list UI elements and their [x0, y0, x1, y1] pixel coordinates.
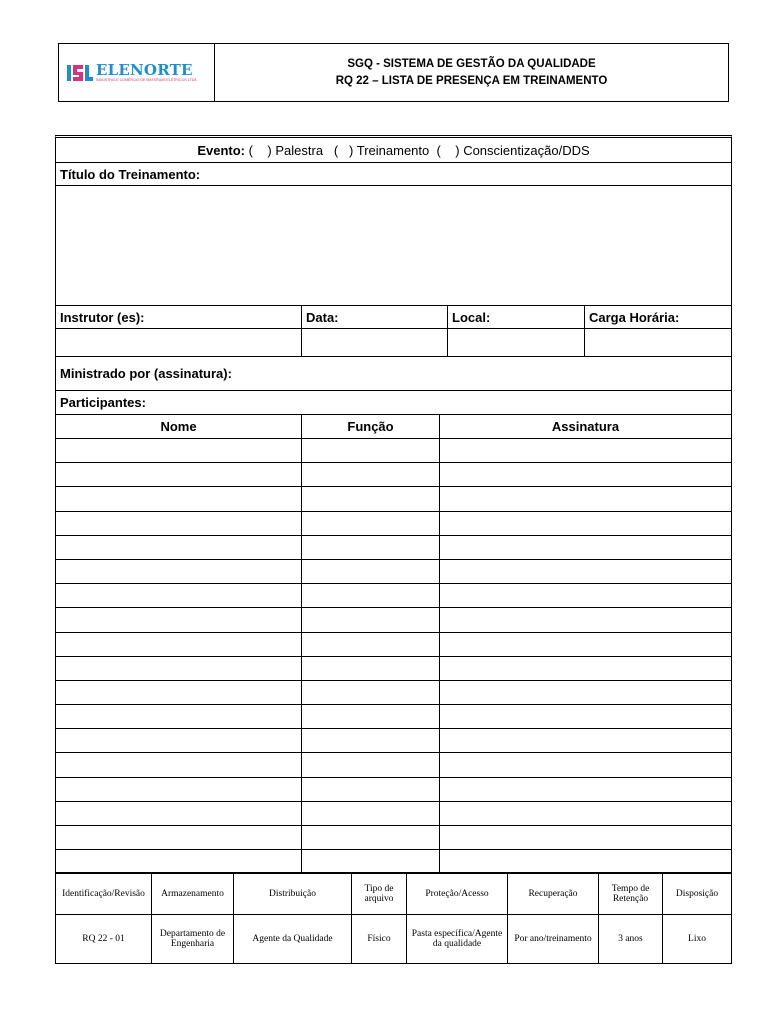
- participant-signature-field[interactable]: [440, 850, 731, 873]
- date-label: Data:: [302, 306, 448, 328]
- participant-row: [56, 778, 731, 802]
- val-disposal: Lixo: [688, 934, 706, 944]
- val-distribution: Agente da Qualidade: [234, 915, 352, 963]
- attendance-form: [55, 135, 732, 874]
- participant-signature-field[interactable]: [440, 681, 731, 704]
- participant-signature-field[interactable]: [440, 633, 731, 656]
- col-name: Nome: [56, 415, 302, 438]
- participant-function-field[interactable]: [302, 608, 440, 631]
- val-file-type: Físico: [352, 915, 407, 963]
- participant-row: [56, 584, 731, 608]
- participant-row: [56, 753, 731, 777]
- val-protection: Pasta específica/Agente da qualidade: [407, 915, 508, 963]
- hdr-storage: Armazenamento: [152, 873, 234, 914]
- participants-table-body: [56, 439, 731, 874]
- location-label: Local:: [448, 306, 585, 328]
- participant-function-field[interactable]: [302, 729, 440, 752]
- participant-function-field[interactable]: [302, 657, 440, 680]
- val-storage: Departamento de Engenharia: [152, 915, 234, 963]
- participant-function-field[interactable]: [302, 802, 440, 825]
- val-recovery: Por ano/treinamento: [508, 915, 599, 963]
- participant-function-field[interactable]: [302, 487, 440, 510]
- participant-function-field[interactable]: [302, 753, 440, 776]
- date-field[interactable]: [302, 329, 448, 356]
- participant-signature-field[interactable]: [440, 536, 731, 559]
- participant-function-field[interactable]: [302, 512, 440, 535]
- participant-row: [56, 536, 731, 560]
- participant-signature-field[interactable]: [440, 608, 731, 631]
- participant-name-field[interactable]: [56, 753, 302, 776]
- participant-name-field[interactable]: [56, 778, 302, 801]
- participant-row: [56, 463, 731, 487]
- instructor-value-row: [56, 329, 731, 357]
- participant-name-field[interactable]: [56, 681, 302, 704]
- instructor-label: Instrutor (es):: [56, 306, 302, 328]
- logo-name: ELENORTE: [96, 61, 193, 79]
- participant-function-field[interactable]: [302, 681, 440, 704]
- participant-signature-field[interactable]: [440, 778, 731, 801]
- participant-row: [56, 633, 731, 657]
- event-options[interactable]: ( ) Palestra ( ) Treinamento ( ) Conscientização/DDS: [248, 142, 590, 158]
- logo-subtitle: INDÚSTRIA E COMÉRCIO DE MATERIAIS ELÉTRICOS LTDA: [96, 78, 197, 82]
- val-identification: RQ 22 - 01: [56, 915, 152, 963]
- participant-function-field[interactable]: [302, 778, 440, 801]
- training-title-field[interactable]: [56, 186, 731, 306]
- elenorte-logo-icon: [67, 62, 93, 84]
- hdr-distribution: Distribuição: [234, 873, 352, 914]
- participant-name-field[interactable]: [56, 512, 302, 535]
- training-title-label: Título do Treinamento:: [56, 163, 731, 186]
- hdr-protection: Proteção/Acesso: [407, 873, 508, 914]
- participant-row: [56, 802, 731, 826]
- hours-field[interactable]: [585, 329, 731, 356]
- participant-name-field[interactable]: [56, 463, 302, 486]
- participant-name-field[interactable]: [56, 802, 302, 825]
- participant-row: [56, 657, 731, 681]
- participant-name-field[interactable]: [56, 826, 302, 849]
- title-line-1: SGQ - SISTEMA DE GESTÃO DA QUALIDADE: [347, 57, 596, 70]
- participant-signature-field[interactable]: [440, 729, 731, 752]
- participant-function-field[interactable]: [302, 850, 440, 873]
- participant-signature-field[interactable]: [440, 826, 731, 849]
- document-header: [58, 43, 729, 102]
- participant-row: [56, 850, 731, 874]
- participant-name-field[interactable]: [56, 608, 302, 631]
- record-control-table: [55, 872, 732, 964]
- participant-function-field[interactable]: [302, 463, 440, 486]
- participant-row: [56, 439, 731, 463]
- participant-name-field[interactable]: [56, 439, 302, 462]
- event-type-row: [56, 138, 731, 163]
- participant-signature-field[interactable]: [440, 512, 731, 535]
- location-field[interactable]: [448, 329, 585, 356]
- participant-signature-field[interactable]: [440, 487, 731, 510]
- participants-label: Participantes:: [56, 391, 731, 415]
- participant-name-field[interactable]: [56, 729, 302, 752]
- participant-function-field[interactable]: [302, 705, 440, 728]
- participants-header: [56, 415, 731, 439]
- participant-signature-field[interactable]: [440, 584, 731, 607]
- participant-name-field[interactable]: [56, 536, 302, 559]
- participant-signature-field[interactable]: [440, 802, 731, 825]
- hdr-disposal: Disposição: [675, 888, 719, 899]
- participant-name-field[interactable]: [56, 657, 302, 680]
- hdr-retention: Tempo de Retenção: [599, 873, 663, 914]
- participant-row: [56, 826, 731, 850]
- document-title: [215, 44, 728, 101]
- participant-signature-field[interactable]: [440, 657, 731, 680]
- val-retention: 3 anos: [599, 915, 663, 963]
- hdr-identification: Identificação/Revisão: [56, 873, 152, 914]
- instructor-field[interactable]: [56, 329, 302, 356]
- participant-name-field[interactable]: [56, 633, 302, 656]
- participant-function-field[interactable]: [302, 584, 440, 607]
- participant-function-field[interactable]: [302, 633, 440, 656]
- col-function: Função: [302, 415, 440, 438]
- participant-row: [56, 705, 731, 729]
- company-logo: [59, 44, 215, 101]
- hdr-recovery: Recuperação: [508, 873, 599, 914]
- participant-signature-field[interactable]: [440, 753, 731, 776]
- participant-signature-field[interactable]: [440, 705, 731, 728]
- participant-signature-field[interactable]: [440, 463, 731, 486]
- title-line-2: RQ 22 – LISTA DE PRESENÇA EM TREINAMENTO: [335, 74, 608, 87]
- hours-label: Carga Horária:: [589, 309, 680, 325]
- participant-function-field[interactable]: [302, 536, 440, 559]
- record-control-header: [56, 873, 731, 915]
- hdr-file-type: Tipo de arquivo: [352, 873, 407, 914]
- participant-name-field[interactable]: [56, 584, 302, 607]
- participant-signature-field[interactable]: [440, 439, 731, 462]
- participant-row: [56, 560, 731, 584]
- signature-row[interactable]: [56, 357, 731, 391]
- participant-function-field[interactable]: [302, 439, 440, 462]
- participant-name-field[interactable]: [56, 850, 302, 873]
- participant-signature-field[interactable]: [440, 560, 731, 583]
- participant-row: [56, 729, 731, 753]
- participant-row: [56, 487, 731, 511]
- record-control-values: [56, 915, 731, 963]
- participant-row: [56, 608, 731, 632]
- participant-name-field[interactable]: [56, 705, 302, 728]
- participant-row: [56, 681, 731, 705]
- participant-name-field[interactable]: [56, 560, 302, 583]
- participant-function-field[interactable]: [302, 560, 440, 583]
- signature-label: Ministrado por (assinatura):: [60, 366, 232, 381]
- event-label: Evento:: [197, 142, 246, 158]
- participant-name-field[interactable]: [56, 487, 302, 510]
- instructor-header-row: [56, 306, 731, 329]
- col-signature: Assinatura: [551, 419, 620, 434]
- participant-function-field[interactable]: [302, 826, 440, 849]
- participant-row: [56, 512, 731, 536]
